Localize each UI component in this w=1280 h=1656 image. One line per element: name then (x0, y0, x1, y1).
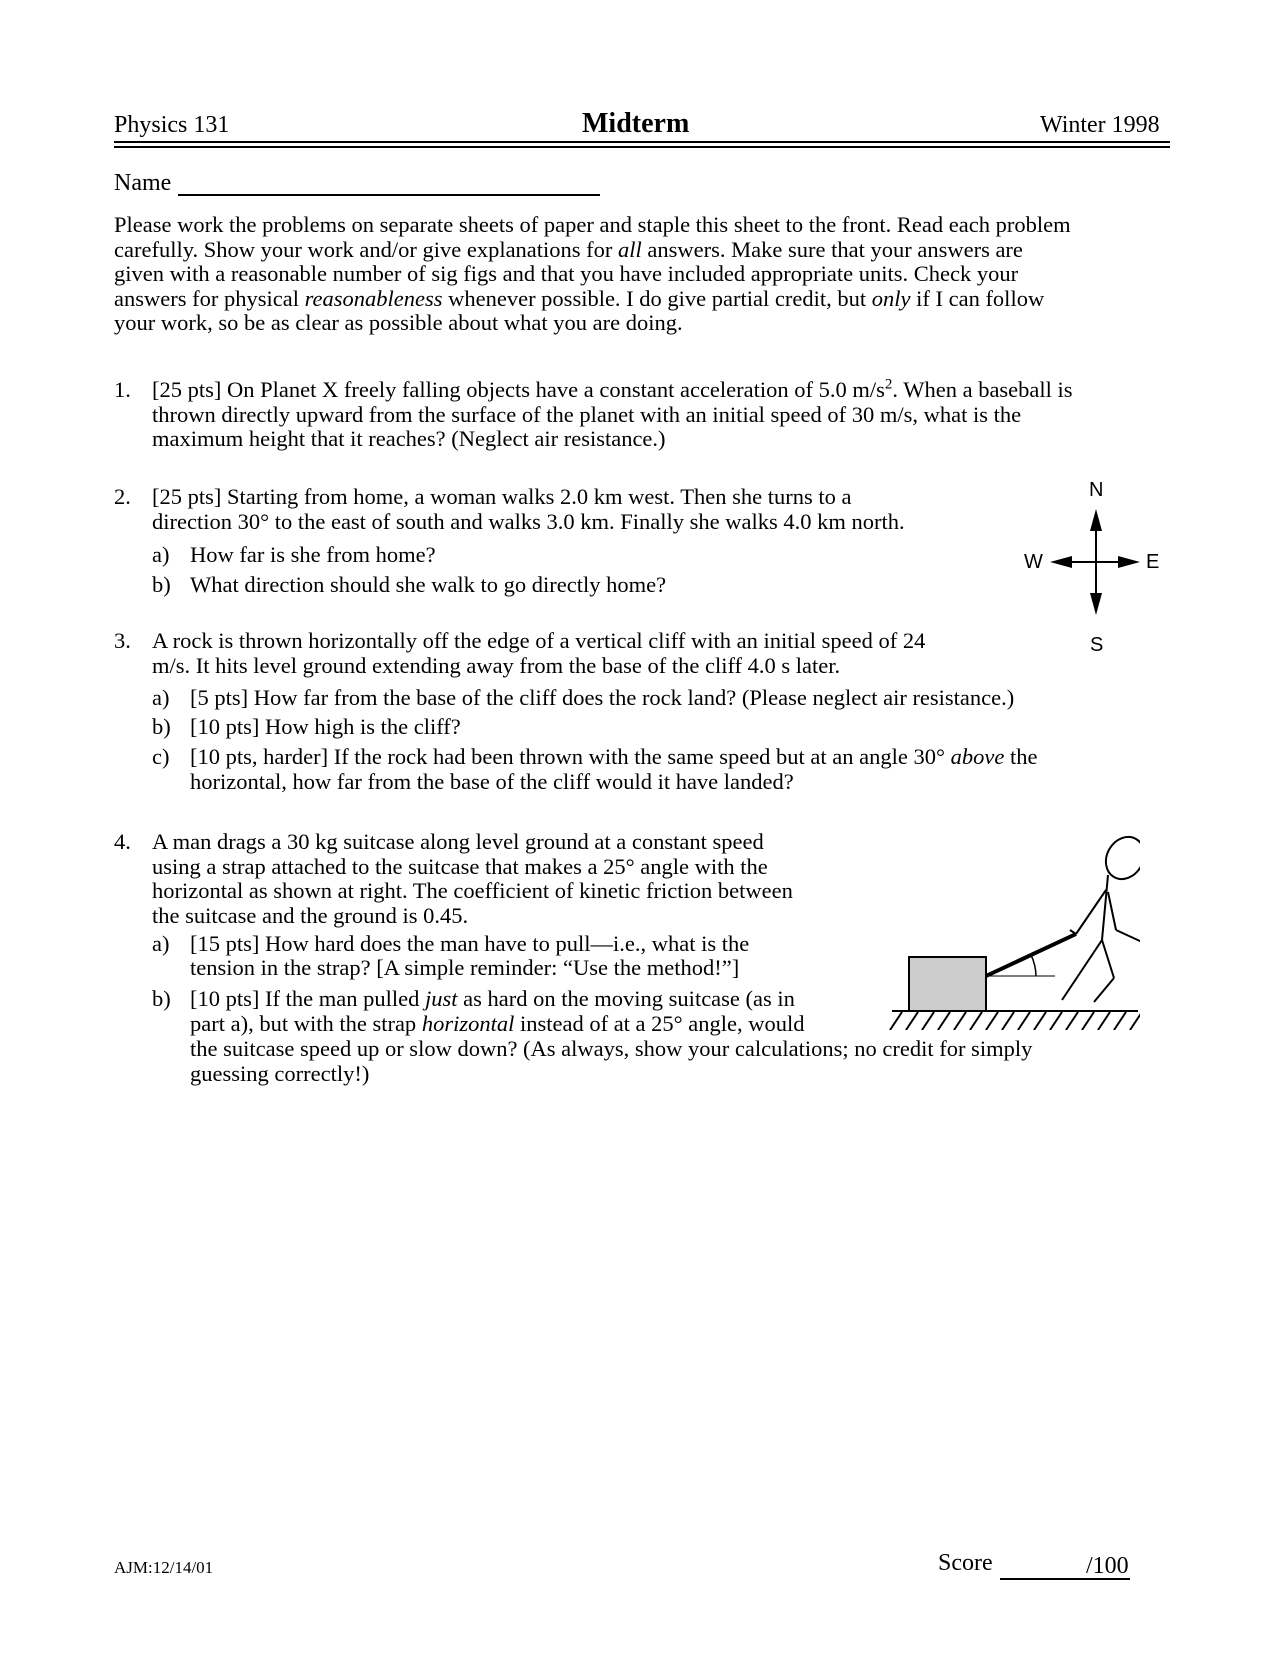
problem-2-line-1: [25 pts] Starting from home, a woman walks 2.0 km west. Then she turns to a (152, 484, 852, 509)
problem-2-number: 2. (114, 484, 131, 509)
problem-1-line-1: [25 pts] On Planet X freely falling objects have a constant acceleration of 5.0 $m/s^2$. When a baseball is (152, 376, 1073, 402)
problem-3-line-2: m/s. It hits level ground extending away from the base of the cliff 4.0 s later. (152, 652, 841, 678)
header-rule-top (114, 141, 1170, 143)
problem-3-number: 3. (114, 628, 131, 653)
instructions (114, 213, 1174, 336)
problem-4-text (152, 830, 793, 928)
score-total: /100 (1086, 1553, 1129, 1579)
problem-4-a-label: a) (152, 931, 170, 956)
problem-2-a-text: How far is she from home? (190, 542, 436, 567)
instructions-line-1: Please work the problems on separate sheets of paper and staple this sheet to the front. Read each problem (114, 212, 1071, 237)
problem-3-c-label: c) (152, 744, 170, 769)
compass-south: S (1090, 634, 1104, 656)
problem-4-b-text-4: guessing correctly!) (190, 1061, 370, 1086)
problem-4-a-text-2: tension in the strap? [A simple reminder: “Use the method!”] (190, 955, 740, 980)
term-label: Winter 1998 (1040, 112, 1160, 138)
problem-2-text (152, 485, 905, 534)
name-line[interactable] (178, 194, 600, 196)
problem-3-a-text: [5 pts] How far from the base of the cliff does the rock land? (Please neglect air resistance.) (190, 685, 1015, 710)
problem-4-b-text-1: [10 pts] If the man pulled just as hard on the moving suitcase (as in (190, 986, 795, 1011)
problem-3-text (152, 629, 925, 678)
page-title: Midterm (582, 108, 690, 139)
problem-2-b-text: What direction should she walk to go directly home? (190, 572, 667, 597)
instructions-line-4: answers for physical reasonableness whenever possible. I do give partial credit, but only if I can follow (114, 285, 1045, 311)
header-rule-bottom (114, 146, 1170, 148)
problem-4-line-3: horizontal as shown at right. The coefficient of kinetic friction between (152, 878, 793, 903)
problem-4-b-text-3: the suitcase speed up or slow down? (As always, show your calculations; no credit for simply (190, 1036, 1033, 1061)
problem-1-line-2: thrown directly upward from the surface of the planet with an initial speed of 30 m/s, what is the (152, 401, 1022, 427)
course-label: Physics 131 (114, 112, 230, 138)
compass-east: E (1146, 551, 1160, 573)
problem-4-line-1: A man drags a 30 kg suitcase along level ground at a constant speed (152, 829, 764, 854)
problem-3-c-text-2: horizontal, how far from the base of the cliff would it have landed? (190, 769, 794, 794)
problem-2-b-label: b) (152, 572, 171, 597)
problem-3-c-text: [10 pts, harder] If the rock had been thrown with the same speed but at an angle 30° above the (190, 744, 1038, 769)
problem-4-a-text-1: [15 pts] How hard does the man have to pull—i.e., what is the (190, 931, 750, 956)
problem-4-line-4: the suitcase and the ground is 0.45. (152, 902, 469, 928)
problem-4-number: 4. (114, 829, 131, 854)
problem-1-line-3: maximum height that it reaches? (Neglect air resistance.) (152, 426, 666, 451)
ground-hatching (890, 1012, 1140, 1030)
name-label: Name (114, 170, 172, 196)
compass-diagram (1020, 479, 1170, 656)
instructions-line-5: your work, so be as clear as possible about what you are doing. (114, 310, 683, 335)
angle-arc (1031, 955, 1036, 976)
instructions-line-3: given with a reasonable number of sig figs and that you have included appropriate units. Check your (114, 261, 1019, 286)
problem-2-a-label: a) (152, 542, 170, 567)
problem-3-line-1: A rock is thrown horizontally off the edge of a vertical cliff with an initial speed of 24 (152, 628, 926, 653)
suitcase-diagram (880, 830, 1140, 1030)
score-label: Score (938, 1550, 993, 1576)
problem-3-b-label: b) (152, 714, 171, 739)
instructions-line-2: carefully. Show your work and/or give explanations for all answers. Make sure that your answers are (114, 236, 1023, 262)
compass-west: W (1024, 551, 1043, 573)
problem-4-line-2: using a strap attached to the suitcase that makes a 25° angle with the (152, 853, 768, 879)
problem-1-text (152, 378, 1073, 452)
problem-3-b-text: [10 pts] How high is the cliff? (190, 714, 461, 739)
compass-north: N (1089, 479, 1104, 501)
footer-id: AJM:12/14/01 (114, 1558, 214, 1577)
suitcase-box (909, 957, 986, 1011)
problem-3-a-label: a) (152, 685, 170, 710)
stick-figure (1062, 830, 1140, 1002)
problem-2-line-2: direction 30° to the east of south and walks 3.0 km. Finally she walks 4.0 km north. (152, 508, 905, 534)
problem-4-b-text-2: part a), but with the strap horizontal instead of at a 25° angle, would (190, 1011, 805, 1036)
problem-1-number: 1. (114, 377, 131, 402)
problem-4-b-label: b) (152, 986, 171, 1011)
